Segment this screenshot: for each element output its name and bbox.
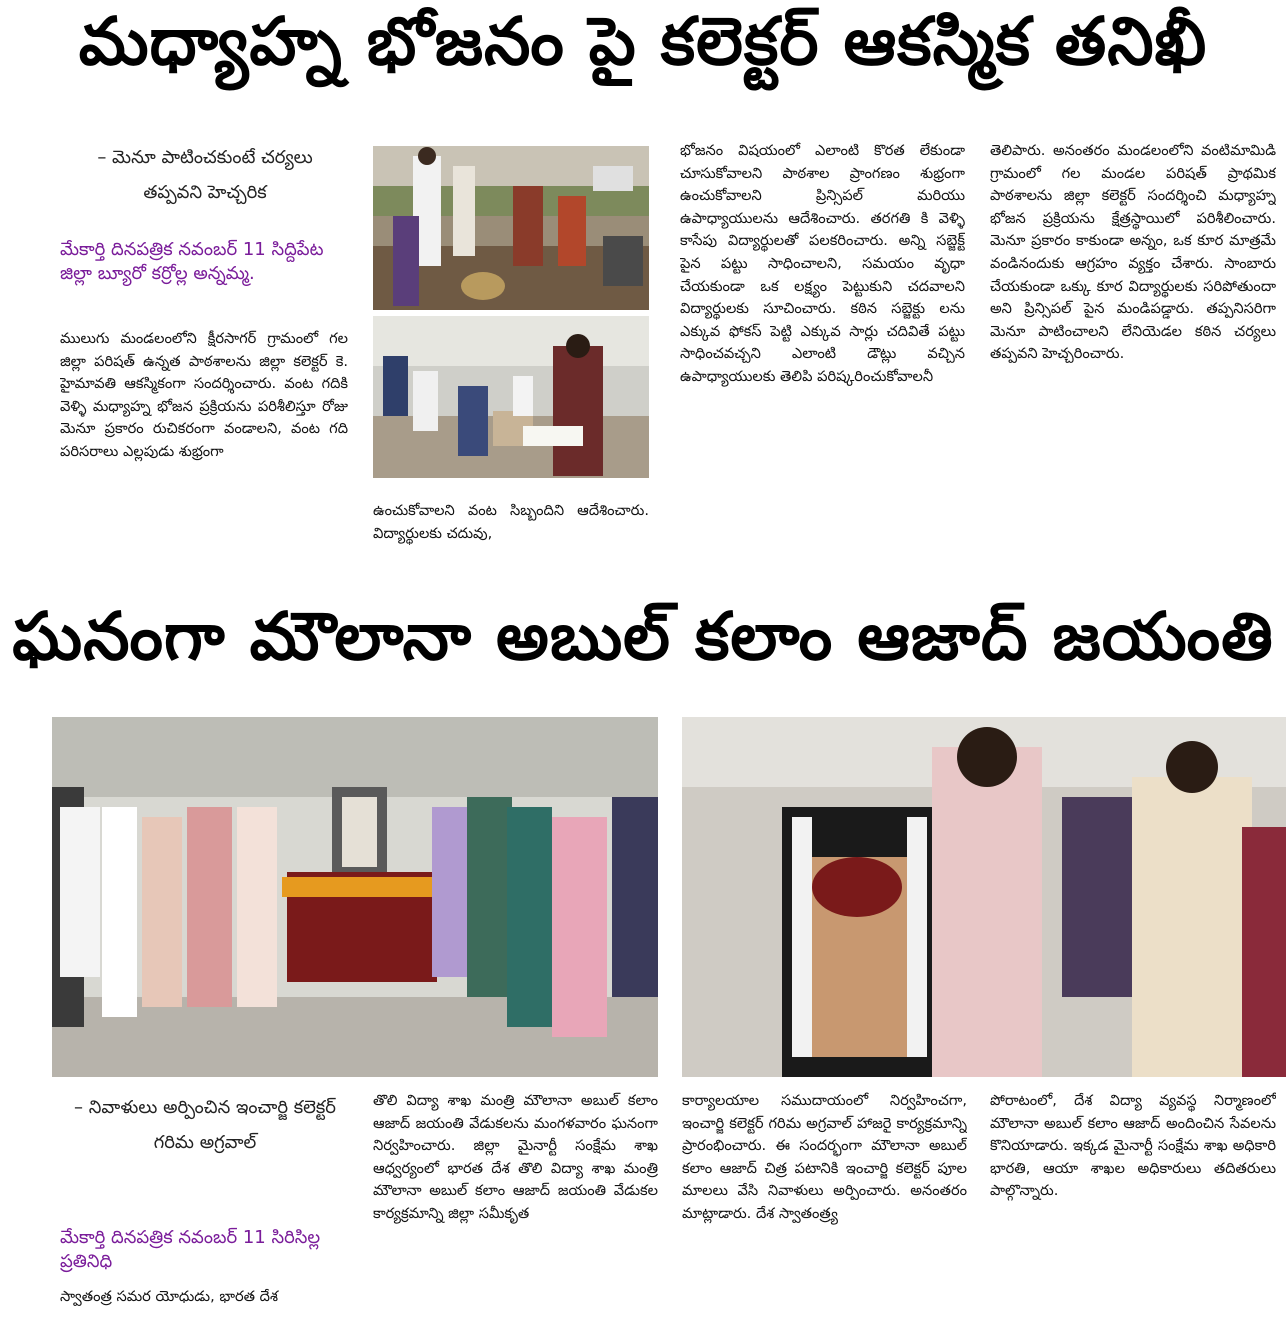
article2-column-3: కార్యాలయాల సముదాయంలో నిర్వహించగా, ఇంచార్జి కలెక్టర్ గరిమ అగ్రవాల్ హాజరై కార్యక్రమాన్ని ప్రారంభించారు. ఈ సందర్భంగా మౌలానా అబుల్ కలాం ఆజాద్ చిత్ర పటానికి ఇంచార్జి కలెక్టర్ పూల మాలలు వేసి నివాళులు అర్పించారు. అనంతరం మాట్లాడారు. దేశ స్వాతంత్ర్య <box>682 1092 967 1222</box>
article1-headline: మధ్యాహ్న భోజనం పై కలెక్టర్ ఆకస్మిక తనిఖీ <box>78 3 1208 80</box>
article2-column-1: స్వాతంత్ర సమర యోధుడు, భారత దేశ <box>60 1288 279 1305</box>
article2-subheadline: – నివాళులు అర్పించిన ఇంచార్జి కలెక్టర్ గరిమ అగ్రవాల్ <box>74 1097 336 1153</box>
garlanding-portrait-photo <box>682 717 1286 1077</box>
article2-column-2: తొలి విద్యా శాఖ మంత్రి మౌలానా అబుల్ కలాం ఆజాద్ జయంతి వేడుకలను మంగళవారం ఘనంగా నిర్వహించారు. జిల్లా మైనార్టీ సంక్షేమ శాఖ ఆధ్వర్యంలో భారత దేశ తొలి విద్యా శాఖ మంత్రి మౌలానా అబుల్ కలాం ఆజాద్ జయంతి వేడుకల కార్యక్రమాన్ని జిల్లా సమీకృత <box>373 1092 658 1222</box>
article1-column-1: ములుగు మండలంలోని క్షీరసాగర్ గ్రామంలో గల జిల్లా పరిషత్ ఉన్నత పాఠశాలను జిల్లా కలెక్టర్ కె. హైమావతి ఆకస్మికంగా సందర్శించారు. వంట గదికి వెళ్ళి మధ్యాహ్న భోజన ప్రక్రియను పరిశీలిస్తూ రోజు మెనూ ప్రకారం రుచికరంగా వండాలని, వంట గది పరిసరాలు ఎల్లపుడు శుభ్రంగా <box>60 330 348 460</box>
article1-column-3: భోజనం విషయంలో ఎలాంటి కొరత లేకుండా చూసుకోవాలని పాఠశాల ప్రాంగణం శుభ్రంగా ఉంచుకోవాలని ప్రిన్సిపల్ మరియు ఉపాధ్యాయులను ఆదేశించారు. తరగతి కి వెళ్ళి కాసేపు విద్యార్థులతో పలకరించారు. అన్ని సబ్జెక్ట్ పైన పట్టు సాధించాలని, సమయం వృధా చేయకుండా ఒక లక్ష్యం పెట్టుకుని చదవాలని విద్యార్థులకు సూచించారు. కఠిన సబ్జెక్టు లను ఎక్కువ ఫోకస్ పెట్టి ఎక్కువ సార్లు చదివితే పట్టు సాధించవచ్చని ఎలాంటి డౌట్లు వచ్చిన ఉపాధ్యాయులకు తెలిపి పరిష్కరించుకోవాలనీ <box>680 142 965 385</box>
jayanti-group-photo <box>52 717 658 1077</box>
classroom-visit-photo <box>373 316 649 478</box>
article1-column-2: ఉంచుకోవాలని వంట సిబ్బందిని ఆదేశించారు. విద్యార్థులకు చదువు, <box>373 502 649 542</box>
article1-column-4: తెలిపారు. అనంతరం మండలంలోని వంటిమామిడి గ్రామంలో గల మండల పరిషత్ ప్రాథమిక పాఠశాలను జిల్లా కలెక్టర్ సందర్శించి మధ్యాహ్న భోజన ప్రక్రియను క్షేత్రస్థాయిలో పరిశీలించారు. మెనూ ప్రకారం కాకుండా అన్నం, ఒక కూర మాత్రమే వండినందుకు ఆగ్రహం వ్యక్తం చేశారు. సాంబారు చేయకుండా ఒక్కు కూర విద్యార్థులకు సరిపోతుందా అని ప్రిన్సిపల్ పైన మండిపడ్డారు. తప్పనిసరిగా మెనూ పాటించాలని లేనియెడల కఠిన చర్యలు తప్పవని హెచ్చరించారు. <box>990 142 1276 363</box>
article2-column-4: పోరాటంలో, దేశ విద్యా వ్యవస్థ నిర్మాణంలో మౌలానా అబుల్ కలాం ఆజాద్ అందించిన సేవలను కొనియాడారు. ఇక్కడ మైనార్టీ సంక్షేమ శాఖ అధికారి భారతి, ఆయా శాఖల అధికారులు తదితరులు పాల్గొన్నారు. <box>990 1092 1276 1200</box>
article1-subheadline: – మెనూ పాటించకుంటే చర్యలు తప్పవని హెచ్చరిక <box>97 147 313 203</box>
article2-byline: మేకార్తి దినపత్రిక నవంబర్ 11 సిరిసిల్ల ప్రతినిధి <box>60 1227 321 1272</box>
article1-byline: మేకార్తి దినపత్రిక నవంబర్ 11 సిద్దిపేట జిల్లా బ్యూరో కర్రోల్ల అన్నమ్మ. <box>60 239 324 284</box>
article2-headline: ఘనంగా మౌలానా అబుల్ కలాం ఆజాద్ జయంతి <box>12 598 1274 675</box>
school-kitchen-inspection-photo <box>373 146 649 310</box>
